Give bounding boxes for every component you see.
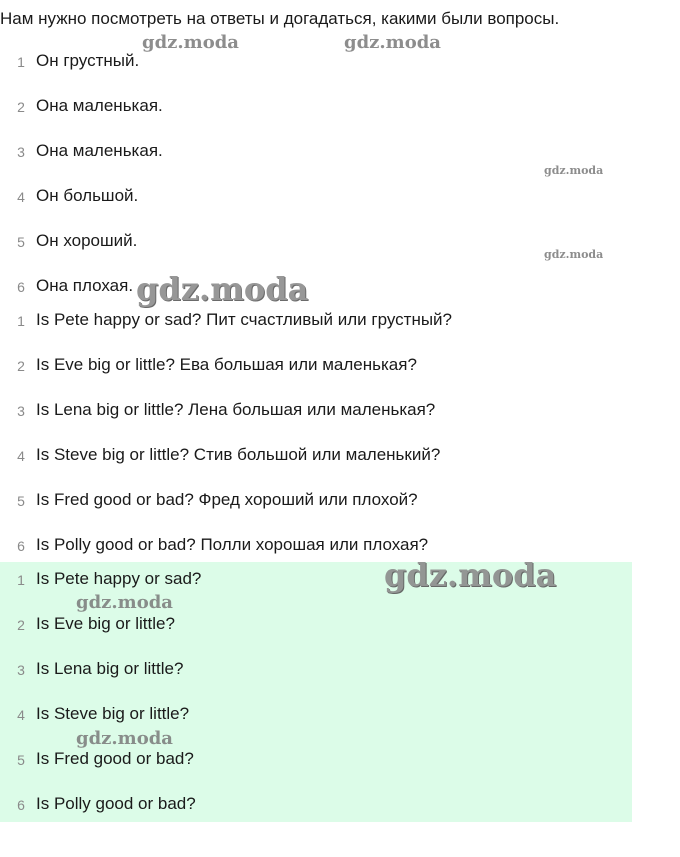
watermark: gdz.moda bbox=[544, 164, 604, 177]
item-text: Is Fred good or bad? Фред хороший или плохой? bbox=[36, 490, 418, 509]
questions-with-translation-list bbox=[0, 309, 680, 579]
item-number: 3 bbox=[17, 403, 25, 419]
list-item bbox=[0, 309, 680, 354]
item-number: 1 bbox=[17, 54, 25, 70]
list-item bbox=[0, 489, 680, 534]
watermark: gdz.moda bbox=[344, 32, 441, 53]
task-instruction: Нам нужно посмотреть на ответы и догадаться, какими были вопросы. bbox=[0, 9, 560, 28]
watermark: gdz.moda bbox=[142, 32, 239, 53]
watermark: gdz.moda bbox=[76, 592, 173, 613]
item-number: 6 bbox=[17, 797, 25, 813]
list-item bbox=[0, 444, 680, 489]
item-text: Is Steve big or little? bbox=[36, 704, 190, 723]
item-number: 2 bbox=[17, 99, 25, 115]
list-item bbox=[0, 95, 680, 140]
item-text: Она маленькая. bbox=[36, 96, 163, 115]
watermark: gdz.moda bbox=[136, 270, 309, 308]
item-number: 4 bbox=[17, 189, 25, 205]
list-item bbox=[0, 140, 680, 185]
list-item bbox=[0, 50, 680, 95]
item-text: Is Pete happy or sad? bbox=[36, 569, 202, 588]
item-number: 1 bbox=[17, 572, 25, 588]
item-number: 3 bbox=[17, 144, 25, 160]
item-number: 5 bbox=[17, 493, 25, 509]
item-text: Is Polly good or bad? bbox=[36, 794, 196, 813]
list-item bbox=[0, 748, 680, 793]
item-text: Is Pete happy or sad? Пит счастливый или грустный? bbox=[36, 310, 453, 329]
item-number: 1 bbox=[17, 313, 25, 329]
item-number: 2 bbox=[17, 617, 25, 633]
item-text: Is Polly good or bad? Полли хорошая или плохая? bbox=[36, 535, 429, 554]
item-text: Is Eve big or little? bbox=[36, 614, 175, 633]
list-item bbox=[0, 658, 680, 703]
item-number: 2 bbox=[17, 358, 25, 374]
item-number: 6 bbox=[17, 279, 25, 295]
item-number: 6 bbox=[17, 538, 25, 554]
list-item bbox=[0, 613, 680, 658]
list-item bbox=[0, 399, 680, 444]
item-number: 5 bbox=[17, 234, 25, 250]
russian-answers-list bbox=[0, 50, 680, 320]
item-text: Он хороший. bbox=[36, 231, 138, 250]
item-text: Is Lena big or little? Лена большая или маленькая? bbox=[36, 400, 436, 419]
list-item bbox=[0, 793, 680, 838]
item-text: Он грустный. bbox=[36, 51, 140, 70]
list-item bbox=[0, 354, 680, 399]
item-number: 5 bbox=[17, 752, 25, 768]
watermark: gdz.moda bbox=[76, 728, 173, 749]
item-text: Она плохая. bbox=[36, 276, 134, 295]
item-text: Is Eve big or little? Ева большая или маленькая? bbox=[36, 355, 417, 374]
item-number: 3 bbox=[17, 662, 25, 678]
item-text: Он большой. bbox=[36, 186, 139, 205]
watermark: gdz.moda bbox=[384, 556, 557, 594]
item-text: Is Fred good or bad? bbox=[36, 749, 194, 768]
list-item bbox=[0, 185, 680, 230]
item-number: 4 bbox=[17, 707, 25, 723]
watermark: gdz.moda bbox=[544, 248, 604, 261]
item-text: Is Lena big or little? bbox=[36, 659, 184, 678]
item-number: 4 bbox=[17, 448, 25, 464]
item-text: Is Steve big or little? Стив большой или маленький? bbox=[36, 445, 441, 464]
item-text: Она маленькая. bbox=[36, 141, 163, 160]
